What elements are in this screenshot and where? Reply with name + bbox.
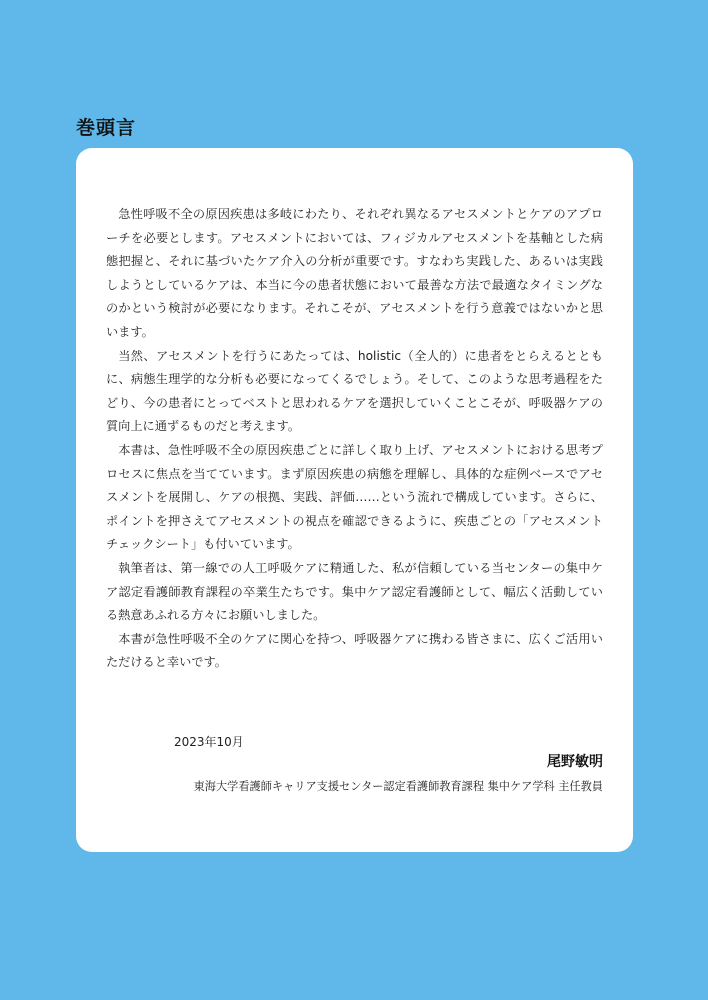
author-name: 尾野敏明 <box>547 754 603 770</box>
paragraph-4: 執筆者は、第一線での人工呼吸ケアに精通した、私が信頼している当センターの集中ケア認定看護師教育課程の卒業生たちです。集中ケア認定看護師として、幅広く活動している熱意あふれる方々にお願いしました。 <box>106 560 603 623</box>
paragraph-5: 本書が急性呼吸不全のケアに関心を持つ、呼吸器ケアに携わる皆さまに、広くご活用いただけると幸いです。 <box>106 631 603 670</box>
author-affiliation: 東海大学看護師キャリア支援センター認定看護師教育課程 集中ケア学科 主任教員 <box>193 780 603 793</box>
preface-body <box>106 203 603 675</box>
paragraph-3: 本書は、急性呼吸不全の原因疾患ごとに詳しく取り上げ、アセスメントにおける思考プロセスに焦点を当てています。まず原因疾患の病態を理解し、具体的な症例ベースでアセスメントを展開し、ケアの根拠、実践、評価……という流れで構成しています。さらに、ポイントを押さえてアセスメントの視点を確認できるように、疾患ごとの「アセスメントチェックシート」も付いています。 <box>106 442 603 552</box>
paragraph-1: 急性呼吸不全の原因疾患は多岐にわたり、それぞれ異なるアセスメントとケアのアプローチを必要とします。アセスメントにおいては、フィジカルアセスメントを基軸とした病態把握と、それに基づいたケア介入の分析が重要です。すなわち実践した、あるいは実践しようとしているケアは、本当に今の患者状態において最善な方法で最適なタイミングなのかという検討が必要になります。それこそが、アセスメントを行う意義ではないかと思います。 <box>106 207 603 339</box>
paragraph-2: 当然、アセスメントを行うにあたっては、holistic（全人的）に患者をとらえるとともに、病態生理学的な分析も必要になってくるでしょう。そして、このような思考過程をたどり、今の患者にとってベストと思われるケアを選択していくことこそが、呼吸器ケアの質向上に通ずるものだと考えます。 <box>106 348 603 434</box>
date-text: 2023年10月 <box>174 735 244 749</box>
page-heading: 巻頭言 <box>76 117 137 139</box>
preface-card <box>76 148 633 852</box>
